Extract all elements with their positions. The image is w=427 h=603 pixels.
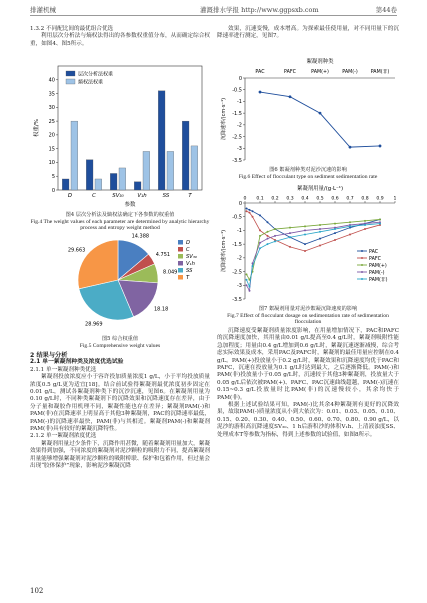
fig6-line-chart bbox=[217, 58, 399, 166]
bar-0-0 bbox=[62, 179, 69, 190]
y-axis-label: 沉降速率/(cm·s⁻¹) bbox=[221, 229, 227, 273]
fig7-caption-cn: 图7 絮凝剂用量对泥沙絮凝沉降速度的影响 bbox=[258, 306, 358, 312]
data-point bbox=[249, 212, 251, 214]
data-point bbox=[246, 273, 248, 275]
series-line-4 bbox=[247, 224, 381, 287]
data-point bbox=[267, 238, 269, 240]
section-2-1-2-text: 絮凝剂用量过少条件下，沉降作用甚微，随着絮凝剂用量加大，絮凝效果得到加强，不同浓度的絮凝剂对泥沙颗粒的吸附力不同，提高絮凝剂用量能够增强絮凝剂对泥沙颗粒的吸附桥联、保护和包蓄作用，但过量会出现“胶体保护”现象，影响泥沙絮凝沉降 bbox=[30, 440, 210, 470]
pie-value-label: 4.751 bbox=[155, 252, 171, 259]
x-tick-label: PAM(-) bbox=[342, 70, 358, 75]
data-point bbox=[267, 243, 269, 245]
y-tick-label: 0 bbox=[238, 200, 242, 207]
y-tick-label: -3.5 bbox=[232, 296, 242, 303]
section-1-3-2-text: 利用层次分析法与熵权法得出的各参数权重值分布，从而确定综合权重，如图4、图5所示。 bbox=[30, 33, 210, 47]
legend-label-5: T bbox=[186, 275, 190, 281]
pie-value-label: 14.388 bbox=[131, 233, 150, 240]
y-tick-label: -1.5 bbox=[232, 110, 242, 117]
section-2-1-2-title: 2.1.2 单一絮凝剂浓度优选 bbox=[30, 433, 97, 440]
legend-swatch-0 bbox=[178, 240, 183, 245]
y-tick-label: -1 bbox=[237, 99, 242, 106]
data-point bbox=[259, 247, 261, 249]
y-tick-label: -2 bbox=[237, 122, 242, 129]
y-tick-label: 0 bbox=[238, 75, 242, 82]
bar-0-3 bbox=[134, 182, 141, 190]
legend-swatch-1 bbox=[66, 79, 75, 84]
y-tick-label: -3 bbox=[237, 283, 242, 290]
y-tick-label: 25 bbox=[48, 118, 55, 125]
data-point bbox=[334, 223, 336, 225]
y-tick-label: 30 bbox=[48, 105, 55, 112]
section-2-1-1-text: 絮凝剂投放浓度应小于容许投加质量浓度1 g/L，小于平均投放质量浓度0.5 g/L更为适宜[18]。结合前试验得絮凝剂最优浓度初步固定在0.01 g/L，测试各絮凝剂种类下的沉沙沉速，见图6。在絮凝剂用量为0.10 g/L时，不同种类絮凝剂下的沉降效果和沉降速度存在差异，由于分子量和凝胶作用机理不同，絮凝性能也存在差异；絮凝剂PAM(-)和PAM(非)在沉降速率上明显高于其他3种絮凝剂，PAC的沉降速率最低，PAM(-)的沉降速率最快，PAM(非)与其相近。絮凝剂PAM(-)和絮凝剂PAM(非)具有较好的絮凝沉降特性。 bbox=[30, 374, 210, 433]
legend-swatch-2 bbox=[178, 254, 183, 259]
y-tick-label: -3 bbox=[237, 146, 242, 153]
right-intro-text: 效果，沉速变慢，成本增高。为探索最佳使用量，对不同用量下的沉降速率进行测定，见图7。 bbox=[217, 26, 399, 40]
series-line bbox=[260, 92, 380, 147]
legend-label-2: PAM(+) bbox=[369, 264, 387, 269]
x-tick-label: PAM(非) bbox=[370, 70, 390, 75]
x-tick-label: 0.1 bbox=[256, 196, 264, 202]
data-point bbox=[364, 220, 366, 222]
legend-label-4: PAM(非) bbox=[369, 278, 388, 283]
data-point bbox=[289, 232, 291, 234]
y-tick-label: -0.5 bbox=[232, 87, 242, 94]
x-tick-label: D bbox=[67, 193, 73, 199]
left-body bbox=[30, 352, 210, 471]
bar-0-5 bbox=[182, 121, 189, 190]
data-point bbox=[379, 223, 381, 225]
data-point bbox=[259, 242, 261, 244]
legend-swatch-0 bbox=[66, 71, 75, 76]
data-point bbox=[249, 290, 251, 292]
x-tick-label: SS bbox=[162, 193, 170, 199]
x-tick-label: PAFC bbox=[284, 70, 296, 75]
data-point bbox=[289, 95, 292, 98]
fig6-caption-en: Fig.6 Effect of flocculant type on sediment sedimentation rate bbox=[238, 173, 378, 180]
pie-value-label: 18.18 bbox=[153, 306, 169, 313]
section-2-1-title: 2.1 单一絮凝剂种类及浓度优选试验 bbox=[30, 359, 124, 366]
fig5-caption-cn: 图5 综合权重值 bbox=[101, 336, 139, 342]
legend-label-4: SS bbox=[186, 268, 193, 274]
legend-swatch-4 bbox=[178, 268, 183, 273]
fig5-pie-chart bbox=[30, 228, 210, 333]
data-point bbox=[246, 207, 248, 209]
data-point bbox=[267, 235, 269, 237]
section-1-3-2-title: 1.3.2 不同配比间的最优组合优选 bbox=[30, 26, 114, 32]
x-tick-label: 0.9 bbox=[376, 196, 384, 202]
data-point bbox=[319, 245, 321, 247]
legend-label-3: PAM(-) bbox=[369, 271, 385, 276]
x-tick-label: 0.4 bbox=[301, 196, 309, 202]
x-tick-label: 0.8 bbox=[361, 196, 369, 202]
bar-1-0 bbox=[71, 121, 78, 190]
fig4-bar-chart bbox=[30, 52, 208, 212]
data-point bbox=[319, 224, 321, 226]
fig4-caption-cn: 图4 层次分析法及熵权法确定下各参数的权重值 bbox=[65, 212, 175, 218]
y-tick-label: 0 bbox=[51, 187, 55, 194]
bar-1-2 bbox=[119, 168, 126, 190]
data-point bbox=[349, 221, 351, 223]
data-point bbox=[252, 210, 254, 212]
data-point bbox=[304, 225, 306, 227]
data-point bbox=[249, 209, 251, 211]
pie-value-label: 28.969 bbox=[85, 321, 103, 328]
data-point bbox=[246, 279, 248, 281]
fig6-caption-cn: 图6 絮凝剂种类对泥沙沉速的影响 bbox=[269, 167, 347, 173]
legend-label-1: 熵权法权重 bbox=[78, 79, 104, 86]
data-point bbox=[319, 112, 322, 115]
y-tick-label: 15 bbox=[48, 146, 55, 153]
pie-value-label: 29.663 bbox=[67, 247, 86, 254]
data-point bbox=[246, 210, 248, 212]
legend-marker-4 bbox=[361, 278, 363, 280]
x-tick-label: PAC bbox=[255, 70, 265, 75]
data-point bbox=[252, 265, 254, 267]
data-point bbox=[259, 214, 261, 216]
data-point bbox=[364, 224, 366, 226]
data-point bbox=[304, 243, 306, 245]
bar-1-3 bbox=[143, 151, 150, 190]
y-tick-label: -2 bbox=[237, 255, 242, 262]
y-tick-label: 20 bbox=[48, 132, 55, 139]
legend-label-3: V₁h bbox=[186, 261, 195, 267]
data-point bbox=[319, 238, 321, 240]
data-point bbox=[259, 91, 262, 94]
x-tick-label: PAM(+) bbox=[311, 70, 329, 75]
x-tick-label: T bbox=[188, 193, 192, 199]
x-tick-label: V₁h bbox=[137, 193, 147, 199]
data-point bbox=[274, 235, 276, 237]
bar-0-2 bbox=[110, 173, 117, 190]
legend-marker-2 bbox=[361, 264, 363, 266]
legend-swatch-3 bbox=[178, 261, 183, 266]
data-point bbox=[319, 231, 321, 233]
legend-marker-1 bbox=[361, 257, 363, 259]
bar-1-1 bbox=[95, 179, 102, 190]
y-tick-label: 10 bbox=[48, 160, 55, 167]
data-point bbox=[267, 221, 269, 223]
data-point bbox=[246, 284, 248, 286]
fig7-line-chart bbox=[217, 185, 399, 305]
y-tick-label: -1 bbox=[237, 228, 242, 235]
fig7-caption-en: Fig.7 Effect of flocculant dosage on sedimentation rate of sedimentation flocculation bbox=[227, 312, 389, 326]
legend-swatch-5 bbox=[178, 275, 183, 280]
legend-label-0: 层次分析法权重 bbox=[78, 71, 114, 78]
y-tick-label: -3.5 bbox=[232, 157, 242, 164]
section-2-1-1-title: 2.1.1 单一絮凝剂种类优选 bbox=[30, 366, 97, 373]
data-point bbox=[379, 218, 381, 220]
data-point bbox=[304, 229, 306, 231]
x-tick-label: 0.5 bbox=[316, 196, 324, 202]
pie-value-label: 8.049 bbox=[163, 269, 178, 276]
legend-label-1: PAFC bbox=[369, 257, 381, 262]
x-tick-label: 0.2 bbox=[271, 196, 279, 202]
right-text-1: 沉降速度受絮凝剂质量浓度影响，在用量增加情况下，PAC和PAFC的沉降速度加快，其用量由0.01 g/L提高至0.4 g/L时，絮凝剂吸附性能急加程度；用量由0.4 g/L增加到0.6 g/L时，絮凝沉速逐渐减慢，综合考虑实际效果及成本，采用PAC及PAFC时，絮凝剂的最佳用量应控制在0.4 g/L。PAM(+)投放量小于0.2 g/L时，絮凝效果和沉降速度均优于PAC和PAFC，沉速在投放量为0.1 g/L时达到最大，之后逐渐降低。PAM(-)和PAM(非)投放量小于0.05 g/L时，沉速较于其他3种絮凝剂，投放量大于0.05 g/L后依次被PAM(+)、PAFC、PAC沉速曲线超越，PAM(-)沉速在0.15~0.3 g/L投放量时比PAM(非)的沉速慢较小，其余均快于PAM(非)。 bbox=[217, 328, 399, 401]
legend-marker-0 bbox=[361, 250, 363, 252]
page-number: 102 bbox=[30, 587, 44, 595]
data-point bbox=[319, 228, 321, 230]
data-point bbox=[267, 231, 269, 233]
header-right: 第44卷 bbox=[375, 6, 397, 14]
bar-0-1 bbox=[86, 160, 93, 190]
fig5-caption-en: Fig.5 Comprehensive weight values bbox=[79, 342, 161, 349]
fig4-caption-en: Fig.4 The weight values of each parameter are determined by analytic hierarchy process and entropy weight method bbox=[30, 218, 210, 232]
y-axis-label: 权重/% bbox=[34, 119, 40, 137]
x-tick-label: 0 bbox=[243, 196, 247, 202]
y-tick-label: -1.5 bbox=[232, 241, 242, 248]
legend-label-1: C bbox=[186, 247, 190, 253]
x-tick-label: 1 bbox=[393, 196, 397, 202]
x-axis-label: 絮凝剂种类 bbox=[306, 59, 334, 65]
bar-0-4 bbox=[158, 91, 165, 190]
data-point bbox=[289, 236, 291, 238]
data-point bbox=[289, 227, 291, 229]
y-axis-label: 沉降速率/(cm·s⁻¹) bbox=[221, 97, 227, 141]
y-tick-label: -0.5 bbox=[232, 214, 242, 221]
data-point bbox=[334, 232, 336, 234]
data-point bbox=[334, 228, 336, 230]
data-point bbox=[349, 146, 352, 149]
bar-1-5 bbox=[191, 146, 198, 190]
data-point bbox=[289, 246, 291, 248]
x-tick-label: SV₃₀ bbox=[112, 193, 124, 199]
data-point bbox=[252, 216, 254, 218]
bar-1-4 bbox=[167, 151, 174, 190]
y-tick-label: -2.5 bbox=[232, 134, 242, 141]
data-point bbox=[274, 228, 276, 230]
series-line-2 bbox=[247, 219, 381, 279]
data-point bbox=[249, 286, 251, 288]
legend-swatch-1 bbox=[178, 247, 183, 252]
x-tick-label: C bbox=[92, 193, 96, 199]
header-center: 灌溉排水学报 http://www.ggpsxb.com bbox=[200, 6, 319, 14]
x-tick-label: 0.7 bbox=[346, 196, 354, 202]
page-header bbox=[30, 2, 397, 16]
left-column bbox=[30, 26, 210, 48]
data-point bbox=[304, 234, 306, 236]
section-2-title: 2 结果与分析 bbox=[30, 352, 68, 359]
header-left: 排灌机械 bbox=[30, 6, 56, 14]
y-tick-label: 40 bbox=[48, 77, 55, 84]
data-point bbox=[379, 145, 382, 148]
right-intro bbox=[217, 26, 399, 41]
x-tick-label: 0.6 bbox=[331, 196, 339, 202]
data-point bbox=[259, 229, 261, 231]
x-tick-label: 0.3 bbox=[286, 196, 294, 202]
right-text-2: 根据上述试验结果可知，PAM(-)比其余4种絮凝剂有更好的沉降效果，故取PAM(-)质量浓度从小到大依次为：0.01、0.03、0.05、0.10、0.15、0.20、0.30、0.40、0.50、0.60、0.70、0.80、0.90 g/L，以泥沙的游积高沉降速度SV₃₀、1 h后游积沙的体积V₁h、上清液浊度SS、处理成本T等参数为指标，得到上述参数的试验值，如图8所示。 bbox=[217, 402, 399, 438]
data-point bbox=[349, 234, 351, 236]
legend-label-0: PAC bbox=[369, 250, 379, 255]
y-tick-label: -2.5 bbox=[232, 269, 242, 276]
data-point bbox=[304, 250, 306, 252]
right-body bbox=[217, 328, 399, 439]
legend-label-0: D bbox=[186, 240, 190, 246]
legend-label-2: SV₃₀ bbox=[186, 254, 198, 260]
fig6-caption bbox=[217, 167, 399, 180]
x-axis-label: 絮凝剂用量/(g·L⁻¹) bbox=[296, 186, 344, 192]
data-point bbox=[364, 228, 366, 230]
legend-marker-3 bbox=[361, 271, 363, 273]
y-tick-label: 35 bbox=[48, 91, 55, 98]
x-axis-label: 参数 bbox=[124, 202, 136, 208]
data-point bbox=[259, 235, 261, 237]
y-tick-label: 5 bbox=[51, 174, 55, 181]
fig5-caption bbox=[30, 336, 210, 349]
fig7-caption bbox=[217, 306, 399, 326]
data-point bbox=[334, 239, 336, 241]
data-point bbox=[274, 240, 276, 242]
data-point bbox=[349, 225, 351, 227]
